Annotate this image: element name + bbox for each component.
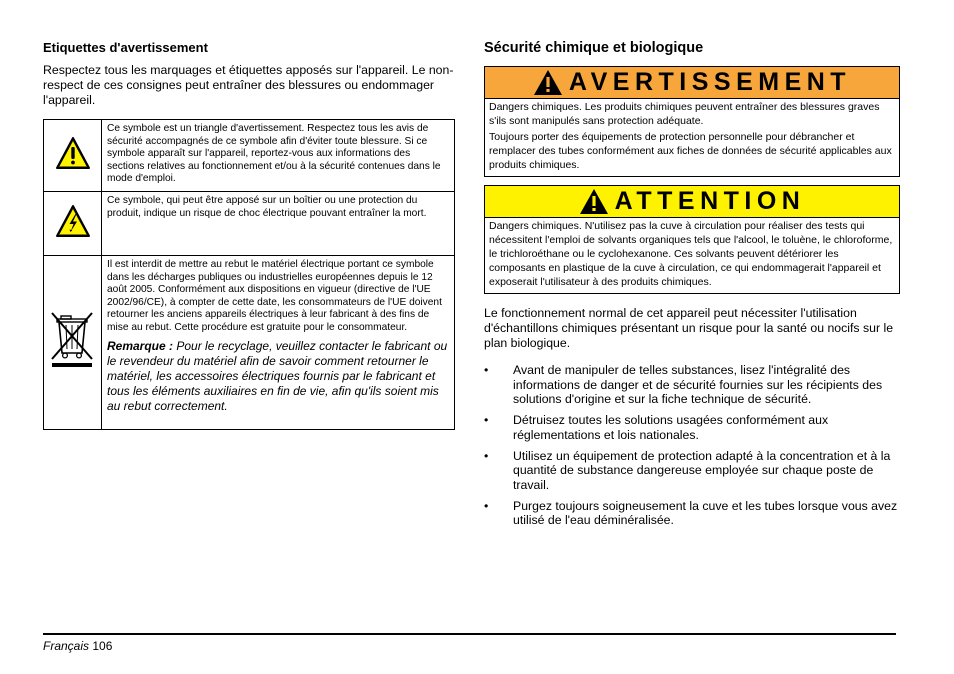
disposal-description: Il est interdit de mettre au rebut le matériel électrique portant ce symbole dans les décharges publiques ou industrielles européennes depuis le 12 août 2005. Conformément aux dispositions en vigueur (directive de l'UE 2002/96/CE), à compter de cette date, les consommateurs de l'UE doivent retourner les anciens appareils électriques à leur fabricant à des fins de mise au rebut. Cette procédure est gratuite pour le consommateur. (107, 259, 442, 333)
footer-divider (43, 633, 896, 635)
warning-body (485, 99, 899, 176)
section-heading-chemical-safety: Sécurité chimique et biologique (484, 40, 704, 56)
crossed-out-bin-icon (49, 311, 97, 369)
list-item (484, 499, 900, 528)
bullet: • (484, 413, 489, 428)
caution-title: ATTENTION (614, 187, 806, 215)
left-column (43, 40, 455, 430)
warning-triangle-icon (533, 69, 563, 96)
icon-cell (44, 192, 102, 256)
caution-body (485, 218, 899, 293)
list-item-text: Avant de manipuler de telles substances, lisez l'intégralité des informations de danger et de sécurité fournies sur les récipients des solutions d'origine et sur la fiche technique de sécurité. (513, 363, 883, 407)
icon-cell (44, 256, 102, 430)
warning-triangle-icon (55, 136, 91, 170)
disposal-description-cell (102, 256, 455, 430)
list-item-text: Détruisez toutes les solutions usagées conformément aux réglementations et lois nationales. (513, 413, 829, 442)
warning-box (484, 66, 900, 177)
list-item-text: Purgez toujours soigneusement la cuve et les tubes lorsque vous avez utilisé de l'eau déminéralisée. (513, 498, 898, 528)
recycling-note (107, 339, 449, 414)
warning-triangle-description: Ce symbole est un triangle d'avertissement. Respectez tous les avis de sécurité accompagnés de ce symbole afin d'éviter toute blessure. Si ce symbole apparaît sur l'appareil, reportez-vous aux informations des sections relatives au fonctionnement et/ou à la sécurité contenues dans le mode d'emploi. (102, 120, 455, 192)
warning-text-2: Toujours porter des équipements de protection personnelle pour débrancher et remplacer des tubes conformément aux fiches de données de sécurité applicables aux produits chimiques. (489, 131, 892, 171)
table-row (44, 120, 455, 192)
warning-text-1: Dangers chimiques. Les produits chimiques peuvent entraîner des blessures graves s'ils sont manipulés sans protection adéquate. (489, 101, 880, 127)
safety-bullet-list (484, 363, 900, 528)
right-column (484, 40, 900, 534)
chemical-safety-intro: Le fonctionnement normal de cet appareil peut nécessiter l'utilisation d'échantillons chimiques présentant un risque pour la santé ou nocifs sur le plan biologique. (484, 306, 894, 350)
caution-box (484, 185, 900, 294)
list-item (484, 449, 900, 493)
warning-title: AVERTISSEMENT (568, 68, 852, 96)
list-item (484, 413, 900, 442)
warning-labels-intro: Respectez tous les marquages et étiquettes apposés sur l'appareil. Le non-respect de ces consignes peut entraîner des blessures ou endommager l'appareil. (43, 63, 454, 107)
section-heading-warning-labels: Etiquettes d'avertissement (43, 40, 208, 55)
list-item (484, 363, 900, 407)
bullet: • (484, 498, 489, 513)
footer-language: Français (43, 639, 90, 653)
bullet: • (484, 363, 489, 377)
table-row (44, 192, 455, 256)
warning-labels-table (43, 119, 455, 430)
page-number: 106 (92, 639, 113, 653)
caution-text-1: Dangers chimiques. N'utilisez pas la cuve à circulation pour réaliser des tests qui nécessitent l'emploi de solvants organiques tels que l'alcool, le toluène, le chloroforme, le trichloroéthane ou le cyclohexanone. Ces solvants peuvent détériorer les composants en plastique de la cuve à circulation, ce qui endommagerait l'appareil et exposerait l'utilisateur à des produits chimiques. (489, 220, 893, 288)
warning-triangle-icon (579, 188, 609, 215)
warning-header (485, 67, 899, 99)
electric-shock-description: Ce symbole, qui peut être apposé sur un boîtier ou une protection du produit, indique un risque de choc électrique pouvant entraîner la mort. (102, 192, 455, 256)
caution-header (485, 186, 899, 218)
note-text: Pour le recyclage, veuillez contacter le fabricant ou le revendeur du matériel afin de savoir comment retourner le matériel, les accessoires électriques fournis par le fabricant et tous les éléments auxiliaires en fin de vie, afin qu'ils soient mis au rebut correctement. (107, 338, 448, 413)
icon-cell (44, 120, 102, 192)
table-row (44, 256, 455, 430)
bullet: • (484, 448, 489, 463)
list-item-text: Utilisez un équipement de protection adapté à la concentration et à la quantité de substance dangereuse employée sur chaque poste de travail. (513, 448, 891, 492)
electric-shock-icon (55, 204, 91, 238)
note-label: Remarque : (107, 338, 174, 353)
page-footer (43, 639, 112, 653)
